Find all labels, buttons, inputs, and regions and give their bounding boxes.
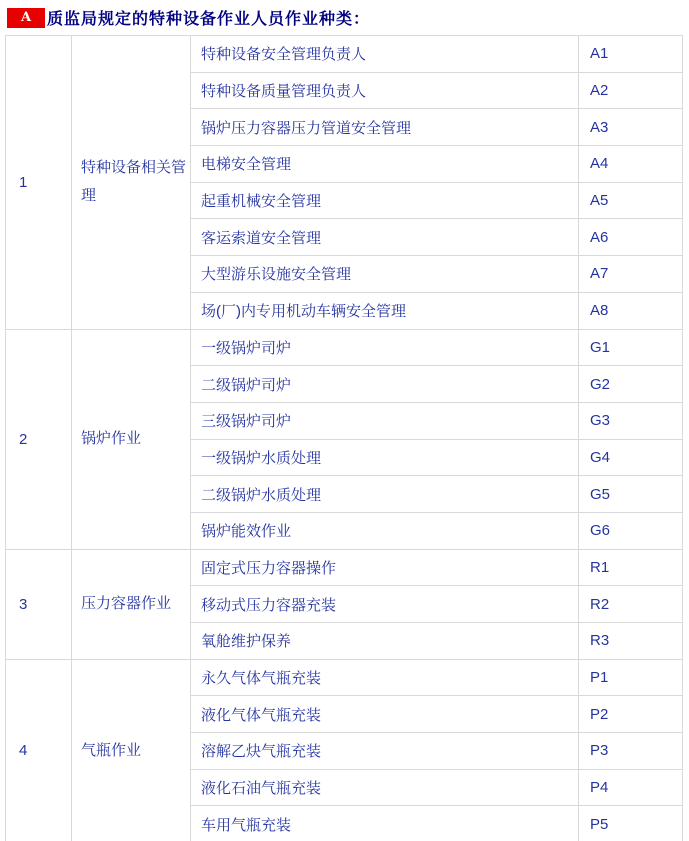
job-name: 大型游乐设施安全管理 [191,256,579,293]
group-index: 3 [6,549,72,659]
job-name: 三级锅炉司炉 [191,402,579,439]
group-index: 1 [6,36,72,330]
job-code: P1 [579,659,683,696]
job-code: A3 [579,109,683,146]
job-code: R2 [579,586,683,623]
job-name: 溶解乙炔气瓶充装 [191,733,579,770]
group-category: 锅炉作业 [72,329,191,549]
job-name: 起重机械安全管理 [191,182,579,219]
job-code: A4 [579,146,683,183]
job-code: G5 [579,476,683,513]
group-index: 2 [6,329,72,549]
job-name: 场(厂)内专用机动车辆安全管理 [191,292,579,329]
job-code: A8 [579,292,683,329]
job-code: G6 [579,512,683,549]
job-name: 液化石油气瓶充装 [191,769,579,806]
job-name: 特种设备安全管理负责人 [191,36,579,73]
job-name: 一级锅炉司炉 [191,329,579,366]
job-code: G3 [579,402,683,439]
job-code: R1 [579,549,683,586]
page-title: 质监局规定的特种设备作业人员作业种类： [47,11,371,28]
job-name: 锅炉压力容器压力管道安全管理 [191,109,579,146]
job-name: 一级锅炉水质处理 [191,439,579,476]
group-index: 4 [6,659,72,841]
job-code: A6 [579,219,683,256]
group-category: 特种设备相关管理 [72,36,191,330]
table-row [6,549,683,586]
job-code: G4 [579,439,683,476]
job-name: 永久气体气瓶充装 [191,659,579,696]
group-category: 压力容器作业 [72,549,191,659]
group-category: 气瓶作业 [72,659,191,841]
job-code: P3 [579,733,683,770]
job-code: G1 [579,329,683,366]
title-bar [7,7,689,28]
job-code: A5 [579,182,683,219]
job-name: 氧舱维护保养 [191,623,579,660]
job-name: 特种设备质量管理负责人 [191,72,579,109]
job-name: 客运索道安全管理 [191,219,579,256]
job-categories-table [5,35,683,841]
job-code: P2 [579,696,683,733]
job-name: 二级锅炉司炉 [191,366,579,403]
table-row [6,659,683,696]
job-name: 车用气瓶充装 [191,806,579,841]
job-name: 固定式压力容器操作 [191,549,579,586]
job-code: P4 [579,769,683,806]
section-badge: A [7,8,45,28]
job-code: A1 [579,36,683,73]
job-name: 液化气体气瓶充装 [191,696,579,733]
job-name: 移动式压力容器充装 [191,586,579,623]
job-name: 锅炉能效作业 [191,512,579,549]
job-code: R3 [579,623,683,660]
job-code: A2 [579,72,683,109]
job-name: 二级锅炉水质处理 [191,476,579,513]
table-row [6,329,683,366]
job-code: G2 [579,366,683,403]
job-code: A7 [579,256,683,293]
table-row [6,36,683,73]
job-name: 电梯安全管理 [191,146,579,183]
job-code: P5 [579,806,683,841]
